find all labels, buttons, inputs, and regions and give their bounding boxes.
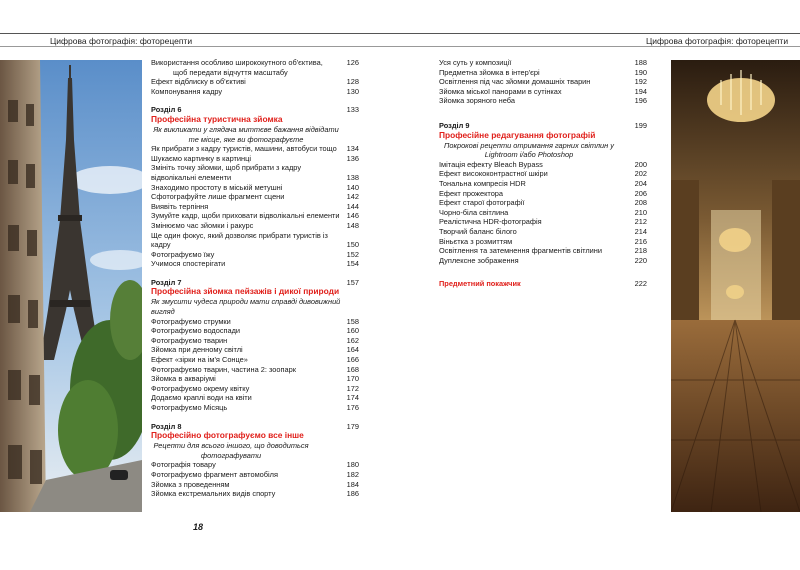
toc-entry: Використання особливо ширококутного об'єктива, 126 bbox=[151, 58, 359, 67]
toc-entry: Уся суть у композиції 188 bbox=[439, 58, 647, 67]
toc-entry: Сфотографуйте лише фрагмент сцени 142 bbox=[151, 192, 359, 202]
toc-left-column bbox=[151, 58, 359, 499]
toc-entry: Тональна компресія HDR 204 bbox=[439, 178, 647, 188]
toc-entry: Предметна зйомка в інтер'єрі 190 bbox=[439, 67, 647, 77]
section-title: Професійна туристична зйомка bbox=[151, 113, 283, 124]
toc-entry: Зйомка при денному світлі 164 bbox=[151, 345, 359, 355]
toc-entry: Знаходимо простоту в міській метушні 140 bbox=[151, 182, 359, 192]
header-bottom-rule bbox=[0, 46, 800, 47]
section-heading: Розділ 8 179 bbox=[151, 421, 359, 431]
toc-right-column bbox=[439, 58, 647, 289]
toc-entry: Віньєтка з розмиттям 216 bbox=[439, 236, 647, 246]
toc-entry: Фотографуємо тварин, частина 2: зоопарк 168 bbox=[151, 364, 359, 374]
toc-entry: Реалістична HDR-фотографія 212 bbox=[439, 217, 647, 227]
toc-entry: Додаємо краплі води на квіти 174 bbox=[151, 393, 359, 403]
toc-entry: Зйомка в акваріумі 170 bbox=[151, 374, 359, 384]
toc-entry: Освітлення та затемнення фрагментів світлини 218 bbox=[439, 246, 647, 256]
section-description: Покрокові рецепти отримання гарних світлин у Lightroom і/або Photoshop bbox=[444, 140, 614, 160]
toc-entry: Зйомка з проведенням 184 bbox=[151, 479, 359, 489]
header-top-rule bbox=[0, 33, 800, 34]
toc-entry: Фотографуємо їжу 152 bbox=[151, 249, 359, 259]
toc-entry: Учимося спостерігати 154 bbox=[151, 259, 359, 269]
section-title: Професійне редагування фотографій bbox=[439, 129, 596, 140]
toc-entry: Змініть точку зйомки, щоб прибрати з кадру відволікальні елементи 138 bbox=[151, 163, 359, 182]
toc-entry: Імітація ефекту Bleach Bypass 200 bbox=[439, 159, 647, 169]
section-heading: Розділ 9 199 bbox=[439, 120, 647, 130]
toc-entry: Фотографуємо водоспади 160 bbox=[151, 326, 359, 336]
section-heading: Розділ 6 133 bbox=[151, 105, 359, 115]
page-number: 18 bbox=[193, 522, 204, 532]
toc-entry: Зйомка зоряного неба 196 bbox=[439, 96, 647, 106]
toc-entry: Як прибрати з кадру туристів, машини, автобуси тощо 134 bbox=[151, 144, 359, 154]
toc-entry: Чорно-біла світлина 210 bbox=[439, 207, 647, 217]
toc-entry: Ефект висококонтрастної шкіри 202 bbox=[439, 169, 647, 179]
toc-entry: Зйомка міської панорами в сутінках 194 bbox=[439, 86, 647, 96]
section-description: Як змусити чудеса природи мати справді дивовижний вигляд bbox=[151, 297, 341, 317]
running-title-right: Цифрова фотографія: фоторецепти bbox=[646, 36, 789, 46]
section-description: Як викликати у глядача миттєве бажання відвідати те місце, яке ви фотографуєте bbox=[153, 124, 339, 144]
eiffel-tower-street-photo bbox=[0, 60, 142, 512]
section-heading: Розділ 7 157 bbox=[151, 277, 359, 287]
toc-entry: Компонування кадру 130 bbox=[151, 86, 359, 96]
toc-entry: Фотографуємо тварин 162 bbox=[151, 335, 359, 345]
toc-entry: Фотографуємо Місяць 176 bbox=[151, 403, 359, 412]
toc-entry: Ефект відблиску в об'єктиві 128 bbox=[151, 77, 359, 87]
subject-index-entry: Предметний покажчик 222 bbox=[439, 279, 647, 289]
toc-entry: Фотографуємо фрагмент автомобіля 182 bbox=[151, 469, 359, 479]
toc-entry: Шукаємо картинку в картинці 136 bbox=[151, 153, 359, 163]
toc-entry: Освітлення під час зйомки домашніх тварин 192 bbox=[439, 77, 647, 87]
running-title-left: Цифрова фотографія: фоторецепти bbox=[50, 36, 193, 46]
toc-entry-continuation: щоб передати відчуття масштабу bbox=[173, 67, 288, 77]
section-title: Професійна зйомка пейзажів і дикої природи bbox=[151, 286, 340, 297]
toc-entry: Зйомка екстремальних видів спорту 186 bbox=[151, 489, 359, 499]
toc-entry: Фотографуємо струмки 158 bbox=[151, 316, 359, 326]
toc-entry: Виявіть терпіння 144 bbox=[151, 201, 359, 211]
section-description: Рецепти для всього іншого, що доводиться фотографувати bbox=[153, 441, 309, 460]
section-title: Професійно фотографуємо все інше bbox=[151, 430, 304, 441]
toc-entry: Дуплексне зображення 220 bbox=[439, 255, 647, 265]
toc-entry: Ефект «зірки на ім'я Сонце» 166 bbox=[151, 355, 359, 365]
toc-entry: Фотографуємо окрему квітку 172 bbox=[151, 383, 359, 393]
toc-entry: Творчий баланс білого 214 bbox=[439, 226, 647, 236]
toc-entry: Зумуйте кадр, щоби приховати відволікальні елементи 146 bbox=[151, 211, 359, 221]
toc-entry: Змінюємо час зйомки і ракурс 148 bbox=[151, 220, 359, 230]
toc-entry: Ефект старої фотографії 208 bbox=[439, 198, 647, 208]
toc-entry: Ефект прожектора 206 bbox=[439, 188, 647, 198]
toc-entry: Ще один фокус, який дозволяє прибрати туристів із кадру 150 bbox=[151, 230, 359, 250]
palace-hall-chandeliers-photo bbox=[671, 60, 800, 512]
toc-entry: Фотографія товару 180 bbox=[151, 460, 359, 470]
